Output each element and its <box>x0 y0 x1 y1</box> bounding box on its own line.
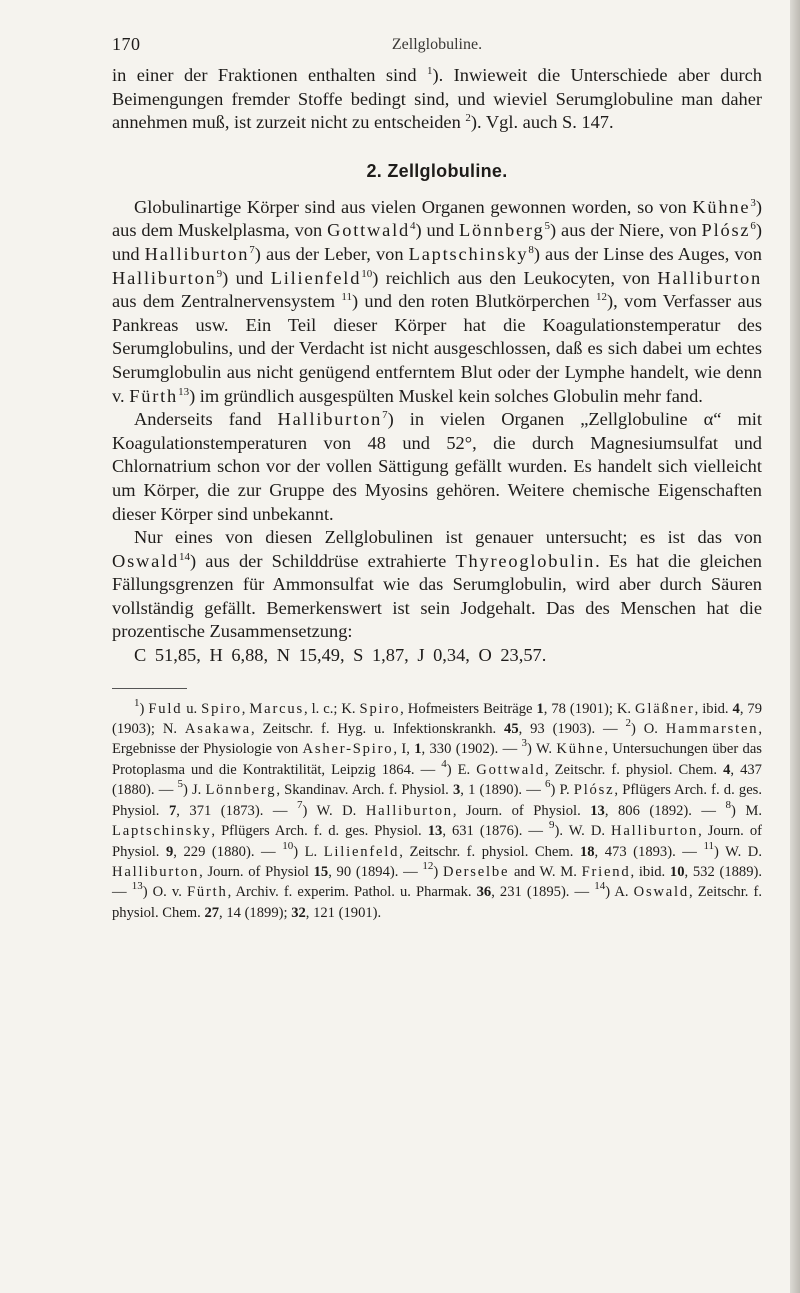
author-name: Oswald <box>112 550 179 571</box>
footnote-marker: 8 <box>725 798 732 811</box>
footnote-ref: 2 <box>465 112 471 125</box>
author-name: Halliburton <box>611 823 699 840</box>
author-name: Gottwald <box>327 220 410 241</box>
section-title: 2. Zellglobuline. <box>366 160 508 181</box>
text-run: ) W. D. <box>714 843 762 860</box>
text-run: Nur eines von diesen Zellglobulinen ist genauer untersucht; es ist das von <box>134 527 762 548</box>
author-name: Plósz <box>573 782 615 799</box>
volume-number: 36 <box>476 884 492 901</box>
text-run: , Journ. of Physiol <box>199 863 314 880</box>
volume-number: 9 <box>166 843 174 860</box>
author-name: Lönnberg <box>205 782 277 799</box>
text-run: , 437 (1880). — <box>112 761 762 799</box>
text-run: , 371 (1873). — <box>176 802 297 819</box>
volume-number: 27 <box>204 904 220 921</box>
scan-edge-shadow <box>790 0 800 1293</box>
footnote-ref: 11 <box>341 291 352 304</box>
author-name: Gläßner <box>635 700 695 717</box>
volume-number: 1 <box>536 700 544 717</box>
author-name: Fürth <box>129 385 179 406</box>
author-name: Friend <box>581 863 631 880</box>
author-name: Asher-Spiro <box>302 741 394 758</box>
text-run: , 79 (1903); N. <box>112 700 763 738</box>
text-run: Anderseits fand <box>134 409 278 430</box>
footnote-ref: 4 <box>409 220 416 233</box>
text-run: , ibid. <box>694 700 733 717</box>
text-run: ) P. <box>550 782 574 799</box>
text-run: ), vom Verfasser aus Pankreas usw. Ein Teil dieser Körper hat die Koagulationstemperatur des Serumglobulins, und der Verdacht ist nicht ausgeschlossen, daß es sich dabei um echtes Serumglobulin aus nicht genügend entferntem Blut oder der Lymphe handelt, wie denn v. <box>112 291 762 406</box>
paragraph-zellglobuline-alpha <box>112 408 762 526</box>
text-run: , Zeitschr. f. physiol. Chem. <box>544 761 724 778</box>
text-run: , 631 (1876). — <box>442 823 549 840</box>
text-run: , <box>241 700 250 717</box>
volume-number: 15 <box>313 863 329 880</box>
volume-number: 10 <box>669 863 685 880</box>
author-name: Derselbe <box>442 863 510 880</box>
author-name: Gottwald <box>476 761 545 778</box>
text-run: , 121 (1901). <box>305 904 382 921</box>
footnote-block: $^1$) Fuld u. Spiro, Marcus, l. c.; K. Spiro, Hofmeisters Beiträge 1, 78 (1901); K. Gläßner, ibid. 4, 79 (1903); N. Asakawa, Zeitschr. f. Hyg. u. Infektionskrankh. 45, 93 (1903). — $^2$) O. Hammarsten, Ergebnisse der Physiologie von Asher-Spiro, I, 1, 330 (1902). — $^3$) W. Kühne, Untersuchungen über das Protoplasma und die Kontraktilität, Leipzig 1864. — $^4$) E. Gottwald, Zeitschr. f. physiol. Chem. 4, 437 (1880). — $^5$) J. Lönnberg, Skandinav. Arch. f. Physiol. 3, 1 (1890). — $^6$) P. Plósz, Pflügers Arch. f. d. ges. Physiol. 7, 371 (1873). — $^7$) W. D. Halliburton, Journ. of Physiol. 13, 806 (1892). — $^8$) M. Laptschinsky, Pflügers Arch. f. d. ges. Physiol. 13, 631 (1876). — $^9$). W. D. Halliburton, Journ. of Physiol. 9, 229 (1880). — $^{10}$) L. Lilienfeld, Zeitschr. f. physiol. Chem. 18, 473 (1893). — $^{11}$) W. D. Halliburton, Journ. of Physiol 15, 90 (1894). — $^{12}$) Derselbe and W. M. Friend, ibid. 10, 532 (1889). — $^{13}$) O. v. Fürth, Archiv. f. experim. Pathol. u. Pharmak. 36, 231 (1895). — $^{14}$) A. Oswald, Zeitschr. f. physiol. Chem. 27, 14 (1899); 32, 121 (1901). <box>112 696 763 921</box>
book-page <box>112 34 762 923</box>
page-header <box>112 34 762 64</box>
author-name: Laptschinsky <box>112 823 212 840</box>
footnote-marker: 10 <box>282 839 294 852</box>
paragraph-thyreoglobulin <box>112 526 762 644</box>
paragraph-origins <box>112 196 762 408</box>
body-text <box>112 64 762 668</box>
text-run: in einer der Fraktionen enthalten sind <box>112 65 427 85</box>
footnote-ref: 13 <box>178 385 190 398</box>
author-name: Oswald <box>633 884 690 901</box>
text-run: , Archiv. f. experim. Pathol. u. Pharmak. <box>227 884 477 901</box>
footnote-ref: 6 <box>750 220 756 233</box>
text-run: , Journ. of Physiol. <box>452 802 591 819</box>
footnote-marker: 12 <box>422 859 434 872</box>
text-run: , Hofmeisters Beiträge <box>400 700 537 717</box>
footnote-ref: 7 <box>249 243 255 256</box>
text-run: , Untersuchungen über das Protoplasma und die Kontraktilität, Leipzig 1864. — <box>112 741 762 778</box>
text-run: , Skandinav. Arch. f. Physiol. <box>276 782 453 799</box>
text-run: , ibid. <box>630 863 670 880</box>
text-run: ). Vgl. auch S. 147. <box>470 112 614 133</box>
text-run: ) A. <box>605 884 634 901</box>
text-run: ) im gründlich ausgespülten Muskel kein solches Globulin mehr fand. <box>189 385 703 406</box>
text-run: ) E. <box>446 761 477 778</box>
author-name: Lönnberg <box>458 220 545 241</box>
author-name: Fürth <box>186 884 228 901</box>
author-name: Marcus <box>249 700 304 717</box>
author-name: Laptschinsky <box>408 243 529 264</box>
volume-number: 32 <box>291 904 306 921</box>
footnote-ref: 3 <box>750 196 756 209</box>
text-run: ) aus der Leber, von <box>254 243 409 264</box>
volume-number: 7 <box>168 802 177 819</box>
volume-number: 4 <box>732 700 740 717</box>
footnote-ref: 14 <box>179 550 190 563</box>
text-run: , Journ. of Physiol. <box>112 823 762 860</box>
text-run: , Pflügers Arch. f. d. ges. Physiol. <box>112 782 762 819</box>
author-name: Kühne <box>556 741 605 758</box>
text-run: ) aus der Niere, von <box>550 220 702 241</box>
footnote-ref: 1 <box>426 65 433 77</box>
text-run: ) aus der Schilddrüse extrahierte <box>190 550 456 571</box>
text-run: , Zeitschr. f. physiol. Chem. <box>399 843 580 860</box>
volume-number: 18 <box>579 843 595 860</box>
author-name: Halliburton <box>144 243 250 264</box>
text-run: ) O. v. <box>142 884 187 901</box>
footnote-ref: 10 <box>361 267 373 280</box>
footnote-ref: 12 <box>596 291 608 304</box>
footnote-marker: 7 <box>296 798 303 811</box>
volume-number: 4 <box>723 761 731 778</box>
footnote-marker: 3 <box>521 737 528 750</box>
text-run: , 532 (1889). — <box>112 863 763 901</box>
text-run: ) aus dem Muskelplasma, von <box>112 196 762 241</box>
text-run: , 14 (1899); <box>219 904 292 921</box>
author-name: Hammarsten <box>665 721 759 738</box>
footnote-marker: 14 <box>594 880 606 893</box>
text-run: ) O. <box>630 721 666 738</box>
volume-number: 1 <box>414 741 422 758</box>
text-run: and W. M. <box>509 863 582 880</box>
author-name: Spiro <box>201 700 242 717</box>
text-run: ) W. <box>527 741 557 758</box>
text-run: , l. c.; K. <box>303 700 360 717</box>
text-run: ) W. D. <box>302 802 366 819</box>
text-run: , Zeitschr. f. Hyg. u. Infektionskrankh. <box>250 721 505 738</box>
footnote-marker: 4 <box>441 757 447 770</box>
text-run: ) aus der Linse des Auges, von <box>533 243 762 264</box>
volume-number: 13 <box>427 823 443 840</box>
text-run: ) und <box>112 220 763 264</box>
text-run: , Zeitschr. f. physiol. Chem. <box>112 884 762 921</box>
text-run: . Es hat die gleichen Fällungsgrenzen für Ammonsulfat wie das Serumglobulin, wird aber durch Säuren vollständig gefällt. Bemerkenswert ist sein Jodgehalt. Das des Menschen hat die prozentische Zusammensetzung: <box>112 550 762 642</box>
author-name: Plósz <box>701 220 751 241</box>
author-name: Halliburton <box>657 267 762 288</box>
text-run: ) L. <box>293 843 324 860</box>
footnote-marker: 13 <box>131 880 143 893</box>
text-run: , 231 (1895). — <box>491 884 595 901</box>
text-run: , I, <box>393 741 415 758</box>
text-run: , 90 (1894). — <box>328 863 423 880</box>
footnote-marker: 6 <box>544 778 551 791</box>
author-name: Lilienfeld <box>323 843 400 860</box>
author-name: Kühne <box>692 196 751 217</box>
text-run: , 78 (1901); K. <box>543 700 635 717</box>
text-run: ) M. <box>731 802 762 819</box>
footnote-marker: 11 <box>703 839 715 852</box>
text-run: ) und <box>415 220 459 241</box>
footnote-ref: 5 <box>544 220 551 233</box>
page-number: 170 <box>112 34 141 54</box>
running-head: Zellglobuline. <box>391 36 483 53</box>
text-run: , 93 (1903). — <box>518 721 626 738</box>
text-run: , 473 (1893). — <box>594 843 704 860</box>
volume-number: 13 <box>590 802 605 819</box>
text-run: ). Inwieweit die Unterschiede aber durch Beimengungen fremder Stoffe bedingt sind, und wieviel Serumglobuline man daher annehmen muß, ist zurzeit nicht zu entscheiden <box>112 65 762 133</box>
text-run: ) J. <box>182 782 206 799</box>
text-run: , 806 (1892). — <box>604 802 726 819</box>
intro-paragraph <box>112 64 762 135</box>
composition-formula: C 51,85, H 6,88, N 15,49, S 1,87, J 0,34, O 23,57. <box>134 645 547 666</box>
volume-number: 3 <box>452 782 461 799</box>
author-name: Halliburton <box>365 802 453 819</box>
footnote-marker: 5 <box>177 778 183 791</box>
footnotes <box>112 696 763 923</box>
text-run: ) <box>433 863 443 880</box>
author-name: Halliburton <box>112 863 200 880</box>
footnote-ref: 8 <box>528 243 534 256</box>
text-run: u. <box>182 700 202 717</box>
text-run: , Ergebnisse der Physiologie von <box>112 721 762 758</box>
author-name: Asakawa <box>184 721 251 738</box>
text-run: , 229 (1880). — <box>173 843 283 860</box>
emphasized-term: Thyreoglobulin <box>455 550 596 571</box>
author-name: Spiro <box>359 700 401 717</box>
footnote-ref: 7 <box>382 409 388 422</box>
text-run: , 330 (1902). — <box>421 741 522 758</box>
footnote-marker: 1 <box>134 696 140 709</box>
volume-number: 45 <box>504 721 519 738</box>
text-run: , 1 (1890). — <box>460 782 545 799</box>
footnote-separator <box>112 688 187 689</box>
text-run: ) reichlich aus den Leukocyten, von <box>372 267 658 288</box>
text-run: ). W. D. <box>554 823 612 840</box>
author-name: Lilienfeld <box>270 267 362 288</box>
author-name: Fuld <box>148 700 183 717</box>
footnote-ref: 9 <box>216 267 223 280</box>
text-run: ) und <box>222 267 271 288</box>
text-run: , Pflügers Arch. f. d. ges. Physiol. <box>211 823 428 840</box>
text-run: ) in vielen Organen „Zellglobuline α“ mit Koagulationstemperaturen von 48 und 52°, die durch Magnesiumsulfat und Chlornatrium schon vor der vollen Sättigung gefällt wurden. Es handelt sich vielleicht um Körper, die zur Gruppe des Myosins gehören. Weitere chemische Eigenschaften dieser Körper sind unbekannt. <box>112 409 762 524</box>
text-run: aus dem Zentralnervensystem <box>112 291 342 312</box>
author-name: Halliburton <box>277 409 383 430</box>
footnote-marker: 9 <box>549 819 555 832</box>
footnote-marker: 2 <box>625 717 631 730</box>
text-run: Globulinartige Körper sind aus vielen Organen gewonnen worden, so von <box>134 196 693 217</box>
text-run: ) und den roten Blutkörperchen <box>351 291 597 312</box>
author-name: Halliburton <box>112 267 217 288</box>
